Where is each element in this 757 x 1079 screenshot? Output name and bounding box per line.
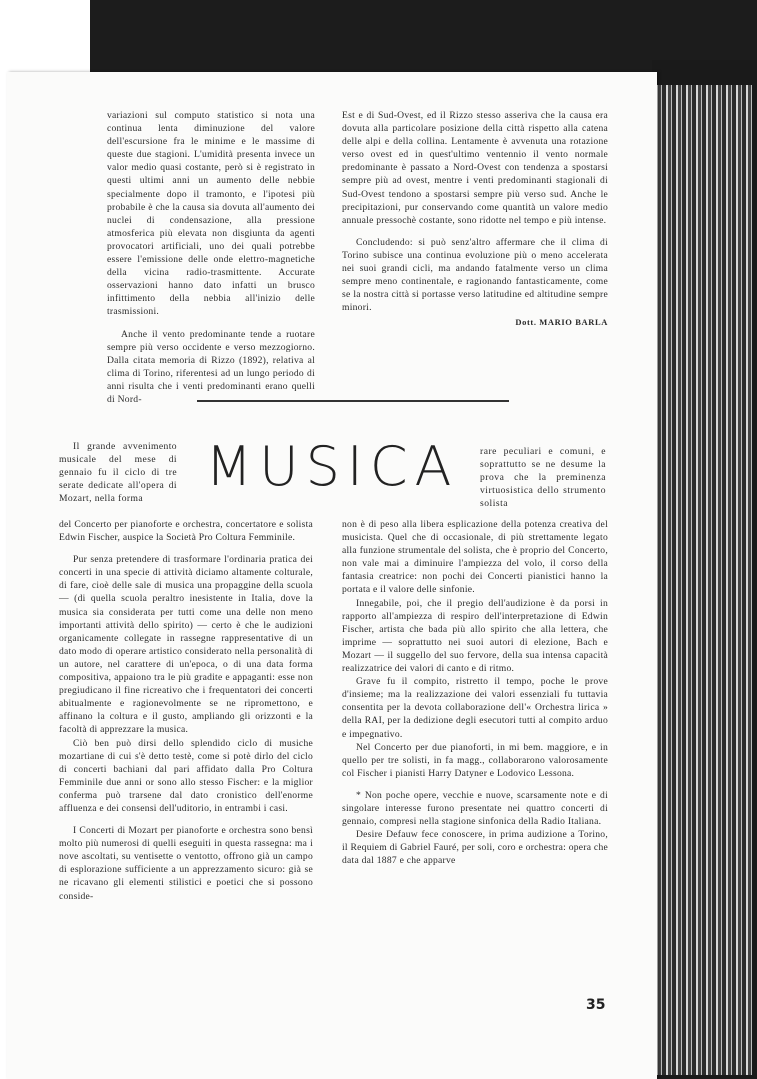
section-divider: [197, 400, 509, 402]
paragraph: Est e di Sud-Ovest, ed il Rizzo stesso asseriva che la causa era dovuta alla particolare posizione della città rispetto alla catena delle alpi e della collina. Lentamente è avvenuta una rotazione verso ovest ed in quest'ultimo ventennio il vento normale predominante è passato a Nord-Ovest con tendenza a spostarsi sempre più ad ovest, mentre i venti predominanti stagionali di Sud-Ovest tendono a spostarsi sempre più verso sud. Anche le precipitazioni, pur conservando come quantità un valore medio annuale pressochè costante, sono ridotte nel tempo e più intense.: [342, 110, 608, 226]
page-edges-stack: [652, 85, 752, 1075]
paragraph: Innegabile, poi, che il pregio dell'audizione è da porsi in rapporto all'ampiezza di respiro dell'interpretazione di Edwin Fischer, artista che bada più allo spirito che alla lettera, che imprime — soprattutto nei suoi autori di elezione, Bach e Mozart — il suggello del suo fervore, della sua intensa capacità realizzatrice dei valori di canto e di ritmo.: [342, 597, 608, 675]
paragraph: variazioni sul computo statistico si nota una continua lenta diminuzione del valore dell'escursione fra le minime e le massime di queste due stagioni. L'umidità presenta invece un valor medio quasi costante, però si è registrato in questi ultimi anni un aumento delle nebbie specialmente dopo il tramonto, e l'ipotesi più probabile è che la causa sia dovuta all'aumento dei nuclei di condensazione, alla pressione atmosferica più elevata non disgiunta da agenti provocatori artificiali, uno dei quali potrebbe essere l'emissione delle onde elettro-magnetiche della vicina radio-trasmittente. Accurate osservazioni hanno dato infatti un brusco infittimento della nebbia all'inizio delle trasmissioni.: [107, 110, 315, 318]
musica-left-column: [59, 518, 313, 903]
musica-intro-right: [480, 445, 606, 510]
paragraph: Ciò ben può dirsi dello splendido ciclo di musiche mozartiane di cui s'è detto testè, come si potè dirlo del ciclo di concerti bachiani dal pari affidato dalla Pro Coltura Femminile due anni or sono allo stesso Fischer: e la miglior conferma può trarsene dal dato cronistico dell'enorme affluenza e dei consensi dell'uditorio, in entrambi i casi.: [59, 737, 313, 814]
paragraph: Anche il vento predominante tende a ruotare sempre più verso occidente e verso mezzogiorno. Dalla citata memoria di Rizzo (1892), relativa al clima di Torino, riferentesi ad un lungo periodo di anni risulta che i venti predominanti erano quelli di Nord-: [107, 328, 315, 405]
paragraph: non è di peso alla libera esplicazione della potenza creativa del musicista. Quel che di occasionale, di più strettamente legato alla funzione strumentale del solista, che è proprio del Concerto, non vale mai a diminuire l'ampiezza del volo, il corso della fantasia creatrice: non pochi dei Concerti pianistici hanno la portata e il valore delle sinfonie.: [342, 519, 608, 596]
paragraph: I Concerti di Mozart per pianoforte e orchestra sono bensì molto più numerosi di quelli eseguiti in questa rassegna: ma i nove ascoltati, su ventisette o ventotto, offrono già un campo di esplorazione sufficiente a un apprezzamento sicuro: già se ne ricavano gli elementi stilistici e poetici che si possono conside-: [59, 825, 313, 902]
paragraph: Nel Concerto per due pianoforti, in mi bem. maggiore, e in quello per tre solisti, in fa magg., collaborarono valorosamente col Fischer i pianisti Harry Datyner e Lodovico Lessona.: [342, 741, 608, 779]
top-right-column: [342, 109, 608, 327]
musica-right-column: [342, 518, 608, 867]
page-number: 35: [586, 997, 606, 1013]
paragraph: Desire Defauw fece conoscere, in prima audizione a Torino, il Requiem di Gabriel Fauré, per soli, coro e orchestra: opera che data dal 1887 e che apparve: [342, 829, 608, 867]
paragraph: Il grande avvenimento musicale del mese di gennaio fu il ciclo di tre serate dedicate all'opera di Mozart, nella forma: [59, 441, 177, 505]
top-left-column: [107, 109, 315, 406]
paragraph: * Non poche opere, vecchie e nuove, scarsamente note e di singolare interesse furono presentate nei quattro concerti di gennaio, compresi nella stagione sinfonica della Radio Italiana.: [342, 789, 608, 828]
paragraph: Pur senza pretendere di trasformare l'ordinaria pratica dei concerti in una specie di attività diciamo altamente colturale, di fare, cioè delle sale di musica una propaggine della scuola — (di quella scuola peraltro inesistente in Italia, dove la musica sia considerata per tutti come una delle non meno importanti attività dello spirito) — certo è che le audizioni organicamente collegate in rassegne rappresentative di un dato modo di operare artistico considerato nella personalità di un autore, nel carattere di un'epoca, o di una data forma compositiva, appaiono tra le più gradite e appaganti: esse non pregiudicano il fine ricreativo che i frequentatori dei concerti abitualmente e ragionevolmente se ne ripromettono, e affinano la coltura e il gusto, ampliando gli orizzonti e la facoltà di apprezzare la musica.: [59, 554, 313, 736]
section-title: MUSICA: [205, 435, 459, 498]
musica-intro-left: [59, 440, 177, 505]
paragraph: Grave fu il compito, ristretto il tempo, poche le prove d'insieme; ma la realizzazione dei valori essenziali fu tuttavia consentita per la devota collaborazione dell'« Orchestra lirica » della RAI, per la dedizione degli esecutori tutti al compito arduo e impegnativo.: [342, 676, 608, 740]
paragraph: Concludendo: si può senz'altro affermare che il clima di Torino subisce una continua evoluzione più o meno accelerata nei suoi grandi cicli, ma andando fatalmente verso un clima sempre meno continentale, e ragionando fantasticamente, come se la nostra città si portasse verso latitudine ed altitudine sempre minori.: [342, 236, 608, 314]
paragraph: del Concerto per pianoforte e orchestra, concertatore e solista Edwin Fischer, auspice la Società Pro Coltura Femminile.: [59, 519, 313, 544]
author-signature: Dott. MARIO BARLA: [515, 317, 608, 328]
paragraph: rare peculiari e comuni, e soprattutto se ne desume la prova che la preminenza virtuosistica dello strumento solista: [480, 446, 606, 510]
